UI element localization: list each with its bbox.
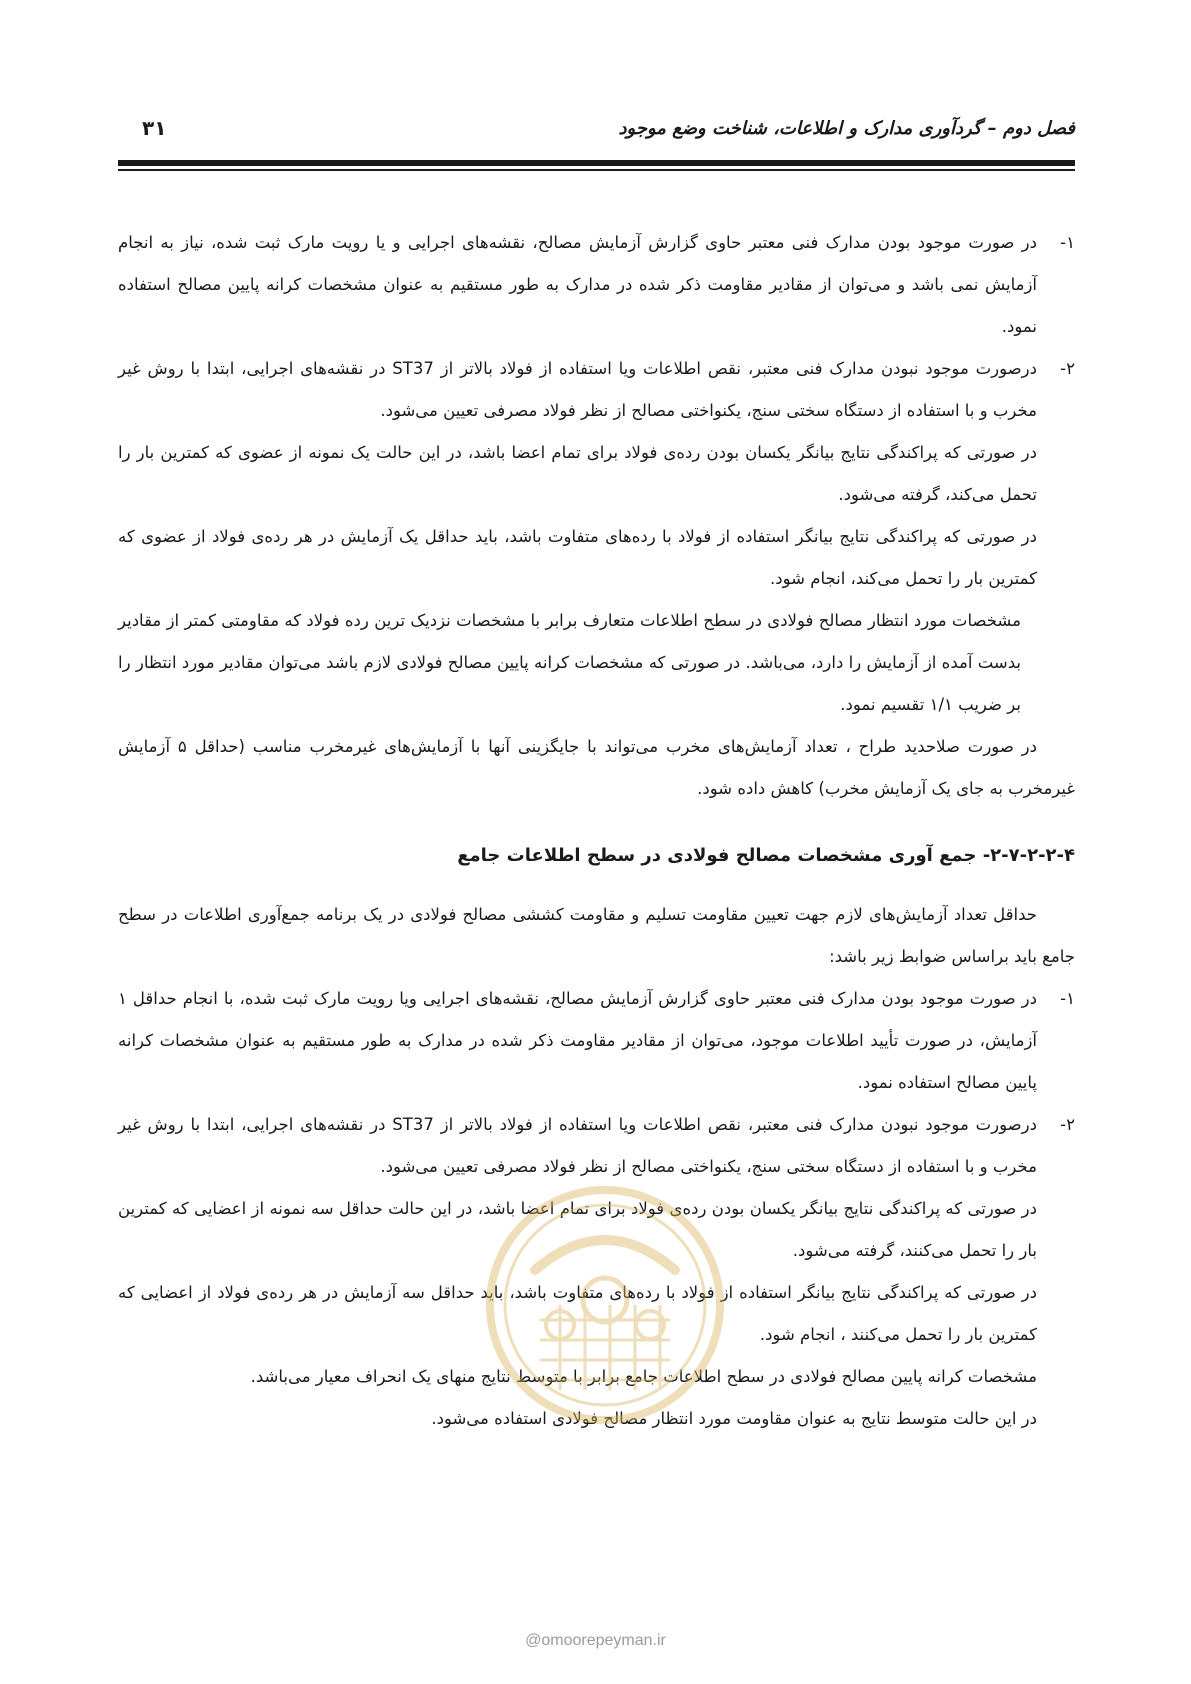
paragraph: حداقل تعداد آزمایش‌های لازم جهت تعیین مقاومت تسلیم و مقاومت کششی مصالح فولادی در یک برنامه جمع‌آوری اطلاعات در سطح جامع باید براساس ضوابط زیر باشد: (118, 905, 1075, 966)
paragraph: در صورتی که پراکندگی نتایج بیانگر استفاده از فولاد با رده‌های متفاوت باشد، باید حداقل سه آزمایش در هر رده‌ی فولاد از اعضایی که کمترین بار را تحمل می‌کنند ، انجام شود. (118, 1283, 1037, 1344)
list-item (118, 978, 1075, 1104)
list-item-number: ۱- (1060, 989, 1075, 1008)
list-item (118, 348, 1075, 432)
header-rule-thick (118, 160, 1075, 166)
chapter-title: فصل دوم – گردآوری مدارک و اطلاعات، شناخت وضع موجود (618, 118, 1075, 139)
list-item-text: در صورت موجود بودن مدارک فنی معتبر حاوی گزارش آزمایش مصالح، نقشه‌های اجرایی و یا رویت مارک ثبت شده، نیاز به انجام آزمایش نمی باشد و می‌توان از مقادیر مقاومت ذکر شده در مدارک به طور مستقیم به عنوان مشخصات کرانه پایین مصالح استفاده نمود. (118, 233, 1037, 336)
list-item-text: درصورت موجود نبودن مدارک فنی معتبر، نقص اطلاعات ویا استفاده از فولاد بالاتر از ST37 در نقشه‌های اجرایی، ابتدا با روش غیر مخرب و با استفاده از دستگاه سختی سنج، یکنواختی مصالح از نظر فولاد مصرفی تعیین می‌شود. (118, 1115, 1037, 1176)
paragraph: در صورتی که پراکندگی نتایج بیانگر استفاده از فولاد با رده‌های متفاوت باشد، باید حداقل یک آزمایش در هر رده‌ی فولاد از عضوی که کمترین بار را تحمل می‌کند، انجام شود. (118, 527, 1037, 588)
paragraph: در صورتی که پراکندگی نتایج بیانگر یکسان بودن رده‌ی فولاد برای تمام اعضا باشد، در این حالت حداقل سه نمونه از اعضایی که کمترین بار را تحمل می‌کنند، گرفته می‌شود. (118, 1199, 1037, 1260)
paragraph: در صورت صلاحدید طراح ، تعداد آزمایش‌های مخرب می‌تواند با جایگزینی آنها با آزمایش‌های غیرمخرب مناسب (حداقل ۵ آزمایش غیرمخرب به جای یک آزمایش مخرب) کاهش داده شود. (118, 737, 1075, 798)
list-item-text: در صورت موجود بودن مدارک فنی معتبر حاوی گزارش آزمایش مصالح، نقشه‌های اجرایی ویا رویت مارک ثبت شده، با انجام حداقل ۱ آزمایش، در صورت تأیید اطلاعات موجود، می‌توان از مقادیر مقاومت ذکر شده در مدارک به طور مستقیم به عنوان مشخصات کرانه پایین مصالح استفاده نمود. (118, 989, 1037, 1092)
seal-icon (480, 1180, 730, 1430)
watermark-url: @omoorepeyman.ir (525, 1632, 666, 1649)
paragraph: در صورتی که پراکندگی نتایج بیانگر یکسان بودن رده‌ی فولاد برای تمام اعضا باشد، در این حالت یک نمونه از عضوی که کمترین بار را تحمل می‌کند، گرفته می‌شود. (118, 443, 1037, 504)
list-item-number: ۲- (1060, 1115, 1075, 1134)
list-item (118, 222, 1075, 348)
list-item (118, 1104, 1075, 1188)
page-header (118, 118, 1075, 148)
paragraph: مشخصات کرانه پایین مصالح فولادی در سطح اطلاعات جامع برابر با متوسط نتایج منهای یک انحراف معیار می‌باشد. (250, 1367, 1037, 1386)
paragraph: در این حالت متوسط نتایج به عنوان مقاومت مورد انتظار مصالح فولادی استفاده می‌شود. (431, 1409, 1037, 1428)
paragraph: مشخصات مورد انتظار مصالح فولادی در سطح اطلاعات متعارف برابر با مشخصات نزدیک ترین رده فولاد که مقاومتی کمتر از مقادیر بدست آمده از آزمایش را دارد، می‌باشد. در صورتی که مشخصات کرانه پایین مصالح فولادی لازم باشد می‌توان مقادیر مورد انتظار را بر ضریب ۱/۱ تقسیم نمود. (118, 611, 1021, 714)
list-item-text: درصورت موجود نبودن مدارک فنی معتبر، نقص اطلاعات ویا استفاده از فولاد بالاتر از ST37 در نقشه‌های اجرایی، ابتدا با روش غیر مخرب و با استفاده از دستگاه سختی سنج، یکنواختی مصالح از نظر فولاد مصرفی تعیین می‌شود. (118, 359, 1037, 420)
section-heading: ۲-۷-۲-۲-۴- جمع آوری مشخصات مصالح فولادی در سطح اطلاعات جامع (457, 845, 1075, 866)
header-rule-thin (118, 169, 1075, 171)
list-item-number: ۲- (1060, 359, 1075, 378)
page-number: ۳۱ (142, 116, 167, 140)
list-item-number: ۱- (1060, 233, 1075, 252)
